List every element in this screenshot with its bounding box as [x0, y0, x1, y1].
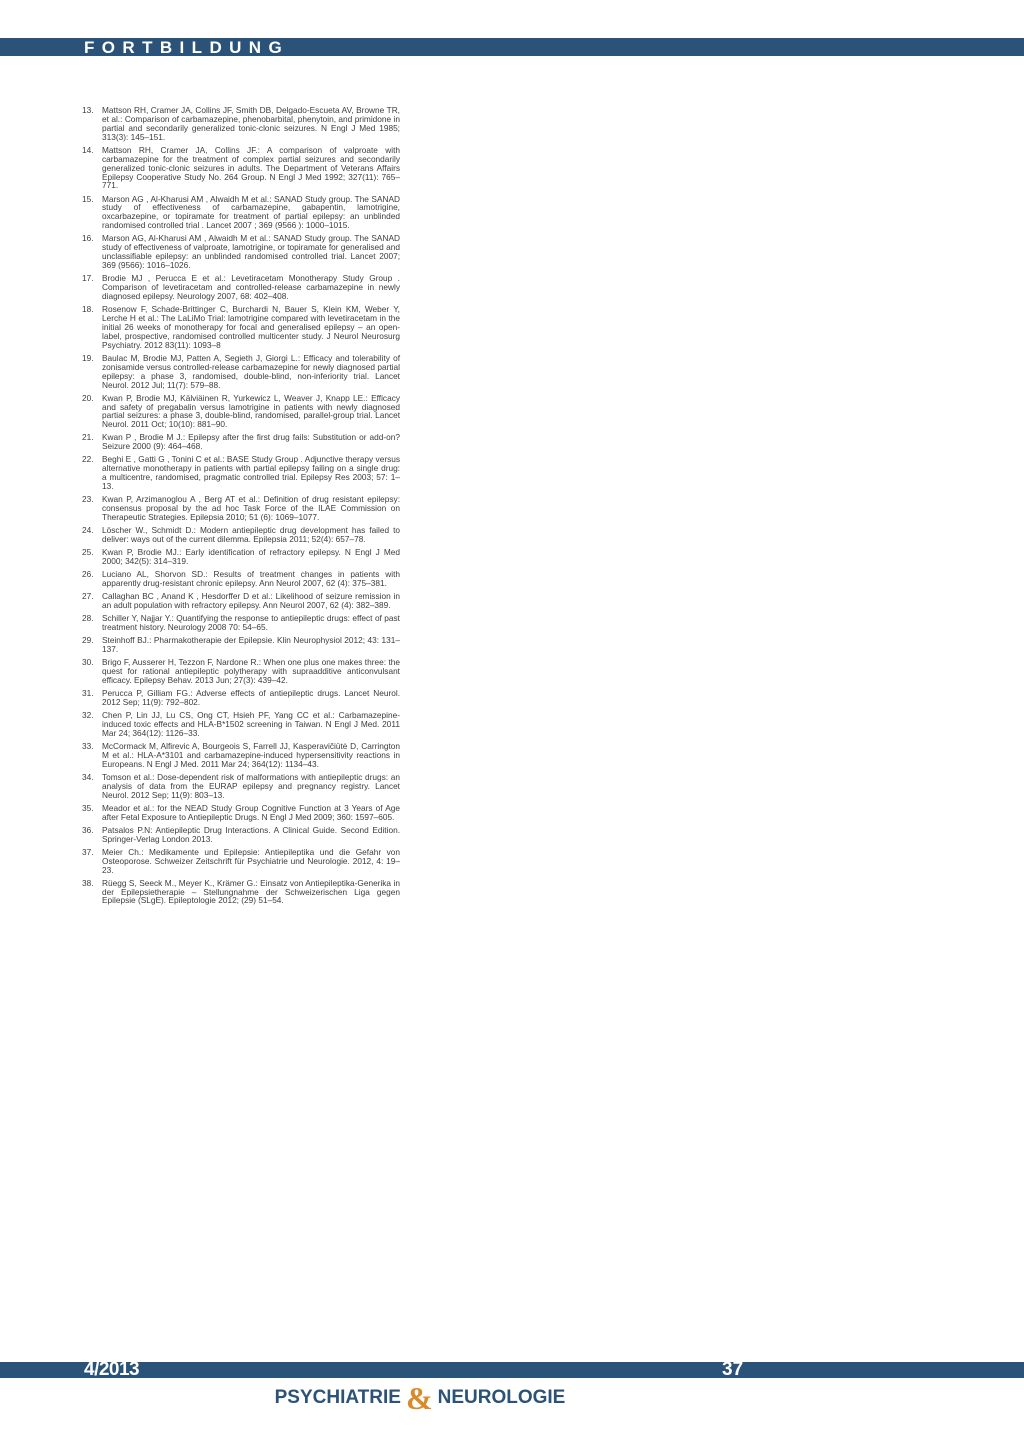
reference-number: 21.: [82, 432, 94, 443]
journal-ampersand: &: [405, 1380, 433, 1416]
reference-item: [82, 354, 400, 390]
reference-number: 17.: [82, 273, 94, 284]
footer-bar: [0, 1362, 1024, 1378]
reference-number: 13.: [82, 105, 94, 115]
reference-number: 35.: [82, 802, 94, 813]
reference-text: Callaghan BC , Anand K , Hesdorffer D et al.: Likelihood of seizure remission in an adult population with refractory epilepsy. Ann Neurol 2007, 62 (4): 382–389.: [102, 591, 400, 611]
reference-item: [82, 433, 400, 451]
reference-text: Löscher W., Schmidt D.: Modern antiepileptic drug development has failed to deliver: ways out of the current dilemma. Epilepsia 2011; 52(4): 657–78.: [102, 525, 400, 545]
reference-item: [82, 455, 400, 491]
reference-item: [82, 394, 400, 430]
reference-text: Beghi E , Gatti G , Tonini C et al.: BASE Study Group . Adjunctive therapy versus alternative monotherapy in patients with partial epilepsy failing on a single drug: a multicentre, randomised, pragmatic controlled trial. Epilepsy Res 2003; 57: 1–13.: [102, 454, 400, 492]
reference-item: [82, 711, 400, 738]
reference-number: 27.: [82, 591, 94, 602]
reference-number: 15.: [82, 193, 94, 204]
reference-number: 23.: [82, 494, 94, 505]
reference-text: Perucca P, Gilliam FG.: Adverse effects of antiepileptic drugs. Lancet Neurol. 2012 Sep; 11(9): 792–802.: [102, 688, 400, 707]
reference-text: Kwan P, Brodie MJ, Kälviäinen R, Yurkewicz L, Weaver J, Knapp LE.: Efficacy and safety of pregabalin versus lamotrigine in patients with newly diagnosed partial seizures: a phase 3, double-blind, randomised, parallel-group trial. Lancet Neurol. 2011 Oct; 10(10): 881–90.: [102, 392, 400, 430]
reference-number: 31.: [82, 688, 94, 699]
reference-number: 20.: [82, 392, 94, 403]
reference-item: [82, 274, 400, 301]
reference-number: 16.: [82, 233, 94, 244]
reference-number: 18.: [82, 304, 94, 315]
reference-number: 29.: [82, 635, 94, 646]
page-number: 37: [722, 1359, 744, 1380]
reference-item: [82, 495, 400, 522]
reference-number: 33.: [82, 740, 94, 751]
journal-logo: [250, 1378, 590, 1418]
reference-number: 22.: [82, 454, 94, 465]
reference-number: 28.: [82, 613, 94, 624]
reference-item: [82, 305, 400, 350]
reference-text: Patsalos P.N: Antiepileptic Drug Interactions. A Clinical Guide. Second Edition. Springer-Verlag London 2013.: [102, 824, 400, 844]
reference-text: Meador et al.: for the NEAD Study Group Cognitive Function at 3 Years of Age after Fetal Exposure to Antiepileptic Drugs. N Engl J Med 2009; 360: 1597–605.: [102, 802, 400, 822]
reference-text: Brodie MJ , Perucca E et al.: Levetiracetam Monotherapy Study Group . Comparison of levetiracetam and controlled-release carbamazepine in newly diagnosed epilepsy. Neurology 2007, 68: 402–408.: [102, 273, 400, 301]
reference-text: Luciano AL, Shorvon SD.: Results of treatment changes in patients with apparently drug-resistant chronic epilepsy. Ann Neurol 2007, 62 (4): 375–381.: [102, 569, 400, 589]
reference-text: Mattson RH, Cramer JA, Collins JF, Smith DB, Delgado-Escueta AV, Browne TR, et al.: Comparison of carbamazepine, phenobarbital, phenytoin, and primidone in partial and secondarily generalized tonic-clonic seizures. N Engl J Med 1985; 313(3): 145–151.: [102, 105, 400, 142]
reference-text: Brigo F, Ausserer H, Tezzon F, Nardone R.: When one plus one makes three: the quest for rational antiepileptic polytherapy with supraadditive anticonvulsant efficacy. Epilepsy Behav. 2013 Jun; 27(3): 439–42.: [102, 657, 400, 685]
reference-item: [82, 106, 400, 142]
reference-number: 14.: [82, 144, 94, 155]
reference-text: Mattson RH, Cramer JA, Collins JF.: A comparison of valproate with carbamazepine for the treatment of complex partial seizures and secondarily generalized tonic-clonic seizures in adults. The Department of Veterans Affairs Epilepsy Cooperative Study No. 264 Group. N Engl J Med 1992; 327(11): 765–771.: [102, 144, 400, 191]
reference-item: [82, 570, 400, 588]
reference-list: [82, 106, 400, 910]
reference-text: Kwan P , Brodie M J.: Epilepsy after the first drug fails: Substitution or add-on? Seizure 2000 (9): 464–468.: [102, 432, 400, 452]
reference-item: [82, 592, 400, 610]
reference-number: 25.: [82, 547, 94, 558]
reference-number: 36.: [82, 824, 94, 835]
reference-number: 32.: [82, 710, 94, 721]
reference-text: Meier Ch.: Medikamente und Epilepsie: Antiepileptika und die Gefahr von Osteoporose. Schweizer Zeitschrift für Psychiatrie und Neurologie. 2012, 4: 19–23.: [102, 846, 400, 875]
reference-text: Chen P, Lin JJ, Lu CS, Ong CT, Hsieh PF, Yang CC et al.: Carbamazepine-induced toxic effects and HLA-B*1502 screening in Taiwan. N Engl J Med. 2011 Mar 24; 364(12): 1126–33.: [102, 710, 400, 738]
reference-text: Marson AG , Al-Kharusi AM , Alwaidh M et al.: SANAD Study group. The SANAD study of effectiveness of carbamazepine, gabapentin, lamotrigine, oxcarbazepine, or topiramate for treatment of partial epilepsy: an unblinded randomised controlled trial . Lancet 2007 ; 369 (9566 ): 1000–1015.: [102, 193, 400, 231]
issue-number: 4/2013: [84, 1359, 140, 1380]
reference-number: 30.: [82, 657, 94, 668]
reference-item: [82, 773, 400, 800]
reference-number: 19.: [82, 352, 94, 363]
reference-number: 38.: [82, 877, 94, 888]
reference-item: [82, 636, 400, 654]
journal-name-part2: NEUROLOGIE: [437, 1387, 566, 1408]
reference-text: Marson AG, Al-Kharusi AM , Alwaidh M et al.: SANAD Study group. The SANAD study of effectiveness of valproate, lamotrigine, or topiramate for generalised and unclassifiable epilepsy: an unblinded randomised controlled trial. Lancet 2007; 369 (9566): 1016–1026.: [102, 233, 400, 271]
reference-text: Kwan P, Brodie MJ.: Early identification of refractory epilepsy. N Engl J Med 2000; 342(5): 314–319.: [102, 547, 400, 567]
reference-item: [82, 689, 400, 707]
reference-text: Rüegg S, Seeck M., Meyer K., Krämer G.: Einsatz von Antiepileptika-Generika in der Epilepsietherapie – Stellungnahme der Schweizerischen Liga gegen Epilepsie (SLgE). Epileptologie 2012; (29) 51–54.: [102, 877, 400, 906]
reference-text: Rosenow F, Schade-Brittinger C, Burchardi N, Bauer S, Klein KM, Weber Y, Lerche H et al.: The LaLiMo Trial: lamotrigine compared with levetiracetam in the initial 26 weeks of monotherapy for focal and generalised epilepsy – an open-label, prospective, randomised controlled multicenter study. J Neurol Neurosurg Psychiatry. 2012 83(11): 1093–8: [102, 304, 400, 350]
reference-text: McCormack M, Alfirevic A, Bourgeois S, Farrell JJ, Kasperavičiūtė D, Carrington M et al.: HLA-A*3101 and carbamazepine-induced hypersensitivity reactions in Europeans. N Engl J Med. 2011 Mar 24; 364(12): 1134–43.: [102, 740, 400, 769]
reference-item: [82, 526, 400, 544]
reference-text: Steinhoff BJ.: Pharmakotherapie der Epilepsie. Klin Neurophysiol 2012; 43: 131–137.: [102, 635, 400, 655]
reference-item: [82, 804, 400, 822]
reference-item: [82, 548, 400, 566]
journal-name-part1: PSYCHIATRIE: [274, 1387, 401, 1408]
reference-item: [82, 658, 400, 685]
reference-item: [82, 146, 400, 191]
reference-number: 26.: [82, 569, 94, 580]
section-title: FORTBILDUNG: [84, 38, 290, 57]
reference-item: [82, 195, 400, 231]
reference-text: Kwan P, Arzimanoglou A , Berg AT et al.: Definition of drug resistant epilepsy: consensus proposal by the ad hoc Task Force of the ILAE Commission on Therapeutic Strategies. Epilepsia 2010; 51 (6): 1069–1077.: [102, 494, 400, 523]
reference-item: [82, 614, 400, 632]
reference-number: 37.: [82, 846, 94, 857]
reference-number: 34.: [82, 771, 94, 782]
reference-number: 24.: [82, 525, 94, 536]
reference-item: [82, 742, 400, 769]
reference-text: Tomson et al.: Dose-dependent risk of malformations with antiepileptic drugs: an analysis of data from the EURAP epilepsy and pregnancy registry. Lancet Neurol. 2012 Sep; 11(9): 803–13.: [102, 771, 400, 800]
reference-item: [82, 826, 400, 844]
reference-item: [82, 234, 400, 270]
reference-item: [82, 848, 400, 875]
reference-item: [82, 879, 400, 906]
reference-text: Baulac M, Brodie MJ, Patten A, Segieth J, Giorgi L.: Efficacy and tolerability of zonisamide versus controlled-release carbamazepine for newly diagnosed partial epilepsy: a phase 3, randomised, double-blind, non-inferiority trial. Lancet Neurol. 2012 Jul; 11(7): 579–88.: [102, 352, 400, 390]
reference-text: Schiller Y, Najjar Y.: Quantifying the response to antiepileptic drugs: effect of past treatment history. Neurology 2008 70: 54–65.: [102, 613, 400, 633]
